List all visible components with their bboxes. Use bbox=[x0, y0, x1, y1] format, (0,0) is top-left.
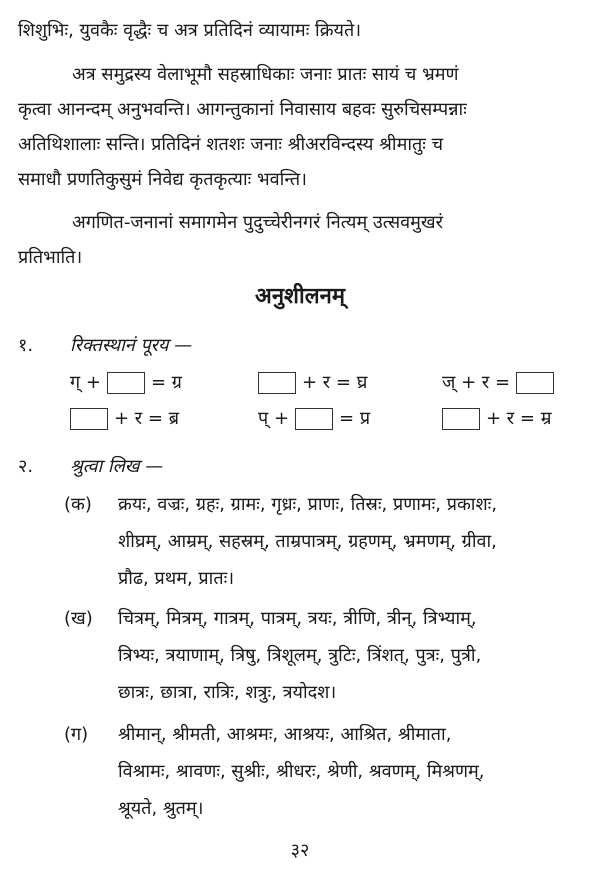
answer-box[interactable] bbox=[516, 372, 554, 394]
para-line-3: कृत्वा आनन्दम् अनुभवन्ति। आगन्तुकानां निवासाय बहवः सुरुचिसम्पन्नाः bbox=[18, 99, 467, 120]
question-1-number: १. bbox=[18, 335, 34, 356]
para-line-7: प्रतिभाति। bbox=[18, 247, 83, 268]
sub-item-kha-line-2: त्रिभ्यः, त्रयाणाम्, त्रिषु, त्रिशूलम्, त्रुटिः, त्रिंशत्, पुत्रः, पुत्री, bbox=[118, 645, 482, 666]
sub-item-ka-line-3: प्रौढ, प्रथम, प्रातः। bbox=[118, 568, 235, 589]
para-line-1: शिशुभिः, युवकैः वृद्धैः च अत्र प्रतिदिनं व्यायामः क्रियते। bbox=[18, 20, 362, 41]
para-line-6: अगणित-जनानां समागमेन पुदुच्चेरीनगरं नित्यम् उत्सवमुखरं bbox=[72, 212, 443, 233]
question-1-label: रिक्तस्थानं पूरय — bbox=[70, 335, 193, 356]
answer-box[interactable] bbox=[442, 408, 480, 430]
sub-item-kha-line-1: चित्रम्, मित्रम्, गात्रम्, पात्रम्, त्रयः, त्रीणि, त्रीन्, त्रिभ्याम्, bbox=[118, 608, 477, 629]
fill-item-5-pre: प् + bbox=[258, 408, 290, 429]
sub-item-ga-line-2: विश्रामः, श्रावणः, सुश्रीः, श्रीधरः, श्रेणी, श्रवणम्, मिश्रणम्, bbox=[118, 761, 485, 782]
fill-item-2 bbox=[258, 370, 367, 396]
para-line-4: अतिथिशालाः सन्ति। प्रतिदिनं शतशः जनाः श्रीअरविन्दस्य श्रीमातुः च bbox=[18, 134, 444, 155]
fill-item-4-post: + र = ब्र bbox=[114, 408, 179, 429]
fill-item-1-pre: ग् + bbox=[70, 372, 101, 393]
fill-item-5-post: = प्र bbox=[339, 408, 371, 429]
para-line-5: समाधौ प्रणतिकुसुमं निवेद्य कृतकृत्याः भवन्ति। bbox=[18, 169, 307, 190]
sub-item-ka-letter: (क) bbox=[64, 494, 92, 515]
sub-item-ga-line-3: श्रूयते, श्रुतम्। bbox=[118, 798, 204, 819]
fill-item-6 bbox=[442, 406, 551, 432]
sub-item-ga-letter: (ग) bbox=[64, 724, 89, 745]
fill-item-1-post: = ग्र bbox=[150, 372, 182, 393]
fill-item-4 bbox=[70, 406, 179, 432]
fill-item-2-post: + र = घ्र bbox=[302, 372, 368, 393]
answer-box[interactable] bbox=[295, 408, 333, 430]
sub-item-ga-line-1: श्रीमान्, श्रीमती, आश्रमः, आश्रयः, आश्रित, श्रीमाता, bbox=[118, 724, 452, 745]
para-line-2: अत्र समुद्रस्य वेलाभूमौ सहस्राधिकाः जनाः प्रातः सायं च भ्रमणं bbox=[72, 64, 459, 85]
fill-item-1 bbox=[70, 370, 182, 396]
fill-item-3 bbox=[442, 370, 554, 396]
fill-item-3-pre: ज् + र = bbox=[442, 372, 511, 393]
exercise-heading: अनुशीलनम् bbox=[255, 284, 345, 309]
answer-box[interactable] bbox=[70, 408, 108, 430]
question-2-label: श्रुत्वा लिख — bbox=[70, 456, 164, 477]
fill-item-5 bbox=[258, 406, 370, 432]
sub-item-ka-line-1: क्रयः, वज्रः, ग्रहः, ग्रामः, गृध्रः, प्राणः, तिस्रः, प्रणामः, प्रकाशः, bbox=[118, 494, 498, 515]
fill-item-6-post: + र = म्र bbox=[486, 408, 552, 429]
question-2-number: २. bbox=[18, 456, 34, 477]
answer-box[interactable] bbox=[258, 372, 296, 394]
answer-box[interactable] bbox=[107, 372, 145, 394]
sub-item-kha-line-3: छात्रः, छात्रा, रात्रिः, शत्रुः, त्रयोदश। bbox=[118, 682, 337, 703]
page-number: ३२ bbox=[290, 840, 310, 861]
sub-item-ka-line-2: शीघ्रम्, आम्रम्, सहस्रम्, ताम्रपात्रम्, ग्रहणम्, भ्रमणम्, ग्रीवा, bbox=[118, 531, 497, 552]
sub-item-kha-letter: (ख) bbox=[64, 608, 93, 629]
